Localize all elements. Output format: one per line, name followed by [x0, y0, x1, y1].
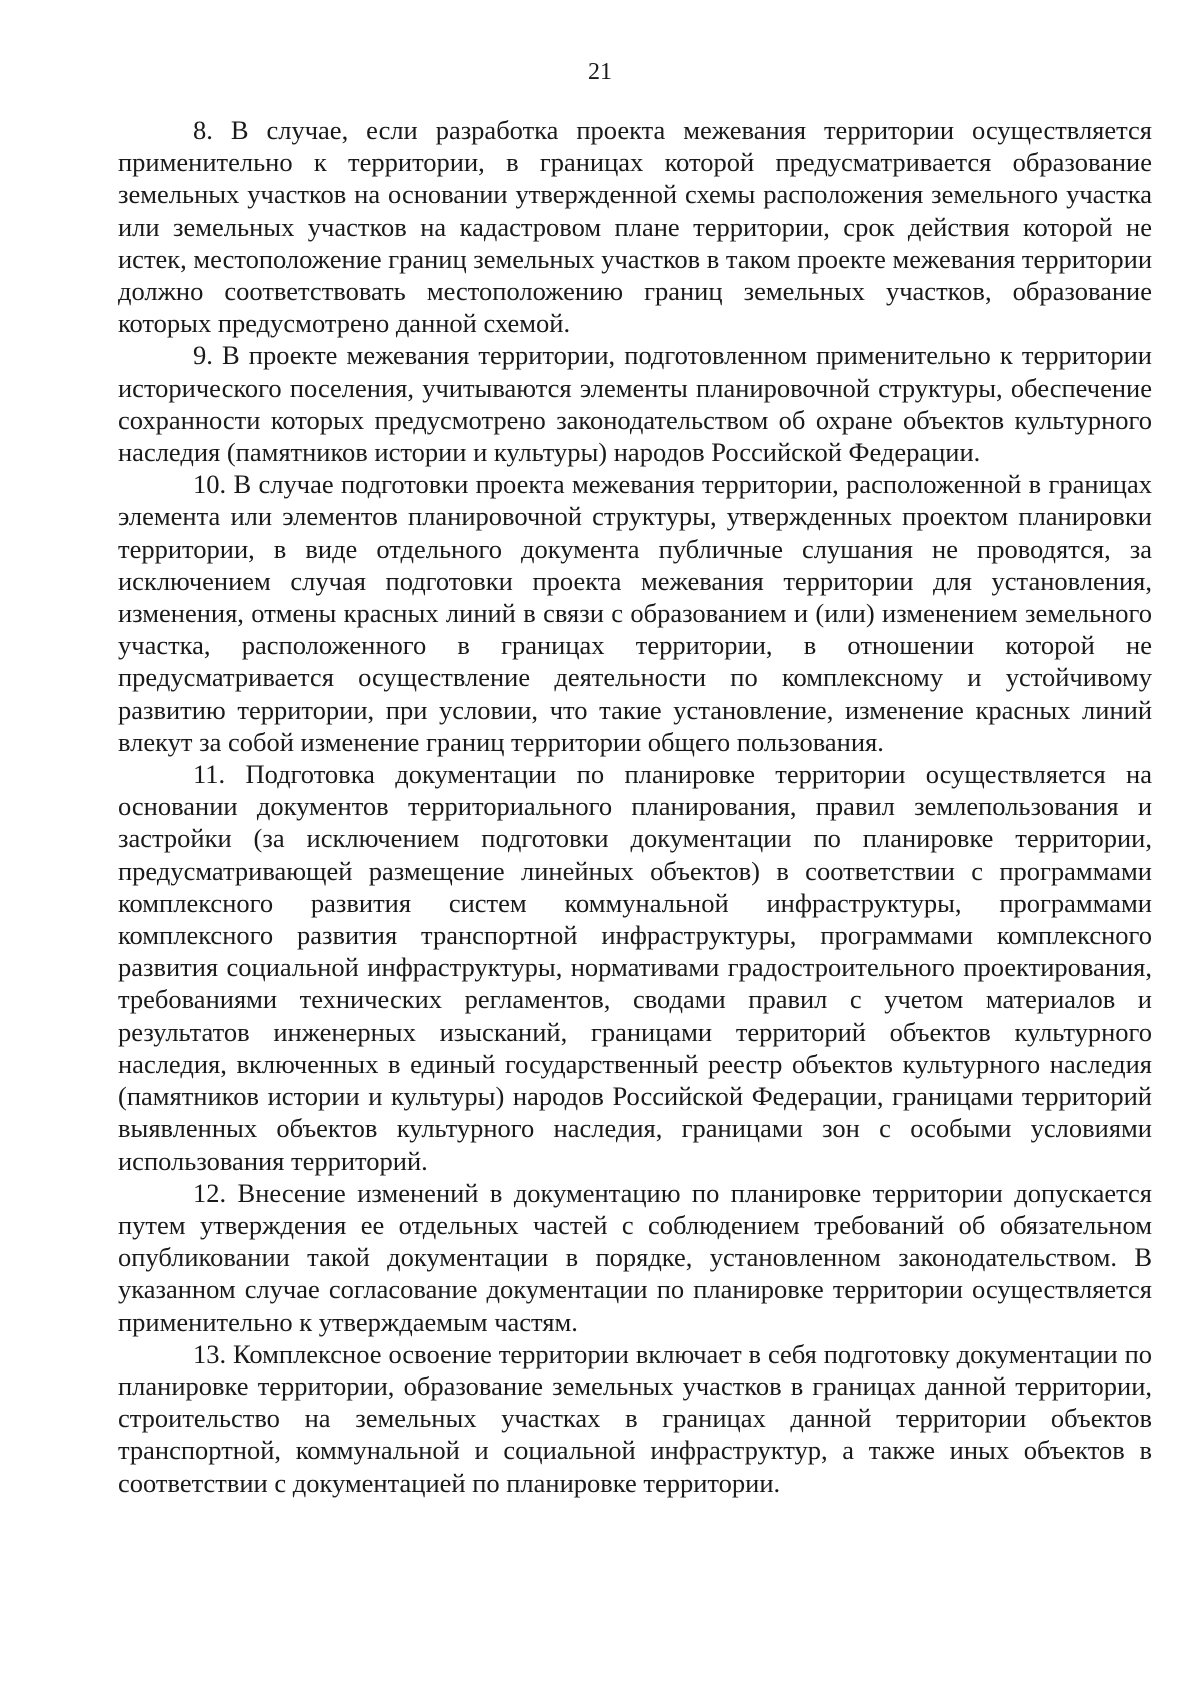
paragraph-12: 12. Внесение изменений в документацию по планировке территории допускается путем утверждения ее отдельных частей с соблюдением требований об обязательном опубликовании такой документации в порядке, установленном законодательством. В указанном случае согласование документации по планировке территории осуществляется применительно к утверждаемым частям. [118, 1177, 1152, 1337]
paragraph-10: 10. В случае подготовки проекта межевания территории, расположенной в границах элемента или элементов планировочной структуры, утвержденных проектом планировки территории, в виде отдельного документа публичные слушания не проводятся, за исключением случая подготовки проекта межевания территории для установления, изменения, отмены красных линий в связи с образованием и (или) изменением земельного участка, расположенного в границах территории, в отношении которой не предусматривается осуществление деятельности по комплексному и устойчивому развитию территории, при условии, что такие установление, изменение красных линий влекут за собой изменение границ территории общего пользования. [118, 469, 1152, 757]
paragraph-9: 9. В проекте межевания территории, подготовленном применительно к территории исторического поселения, учитываются элементы планировочной структуры, обеспечение сохранности которых предусмотрено законодательством об охране объектов культурного наследия (памятников истории и культуры) народов Российской Федерации. [118, 340, 1152, 468]
paragraph-13: 13. Комплексное освоение территории включает в себя подготовку документации по планировке территории, образование земельных участков в границах данной территории, строительство на земельных участках в границах данной территории объектов транспортной, коммунальной и социальной инфраструктур, а также иных объектов в соответствии с документацией по планировке территории. [118, 1338, 1152, 1498]
page-number: 21 [588, 59, 612, 85]
paragraph-8: 8. В случае, если разработка проекта межевания территории осуществляется применительно к территории, в границах которой предусматривается образование земельных участков на основании утвержденной схемы расположения земельного участка или земельных участков на кадастровом плане территории, срок действия которой не истек, местоположение границ земельных участков в таком проекте межевания территории должно соответствовать местоположению границ земельных участков, образование которых предусмотрено данной схемой. [118, 115, 1153, 339]
paragraph-11: 11. Подготовка документации по планировке территории осуществляется на основании документов территориального планирования, правил землепользования и застройки (за исключением подготовки документации по планировке территории, предусматривающей размещение линейных объектов) в соответствии с программами комплексного развития систем коммунальной инфраструктуры, программами комплексного развития транспортной инфраструктуры, программами комплексного развития социальной инфраструктуры, нормативами градостроительного проектирования, требованиями технических регламентов, сводами правил с учетом материалов и результатов инженерных изысканий, границами территорий объектов культурного наследия, включенных в единый государственный реестр объектов культурного наследия (памятников истории и культуры) народов Российской Федерации, границами территорий выявленных объектов культурного наследия, границами зон с особыми условиями использования территорий. [118, 759, 1152, 1176]
document-body [118, 114, 1152, 1499]
